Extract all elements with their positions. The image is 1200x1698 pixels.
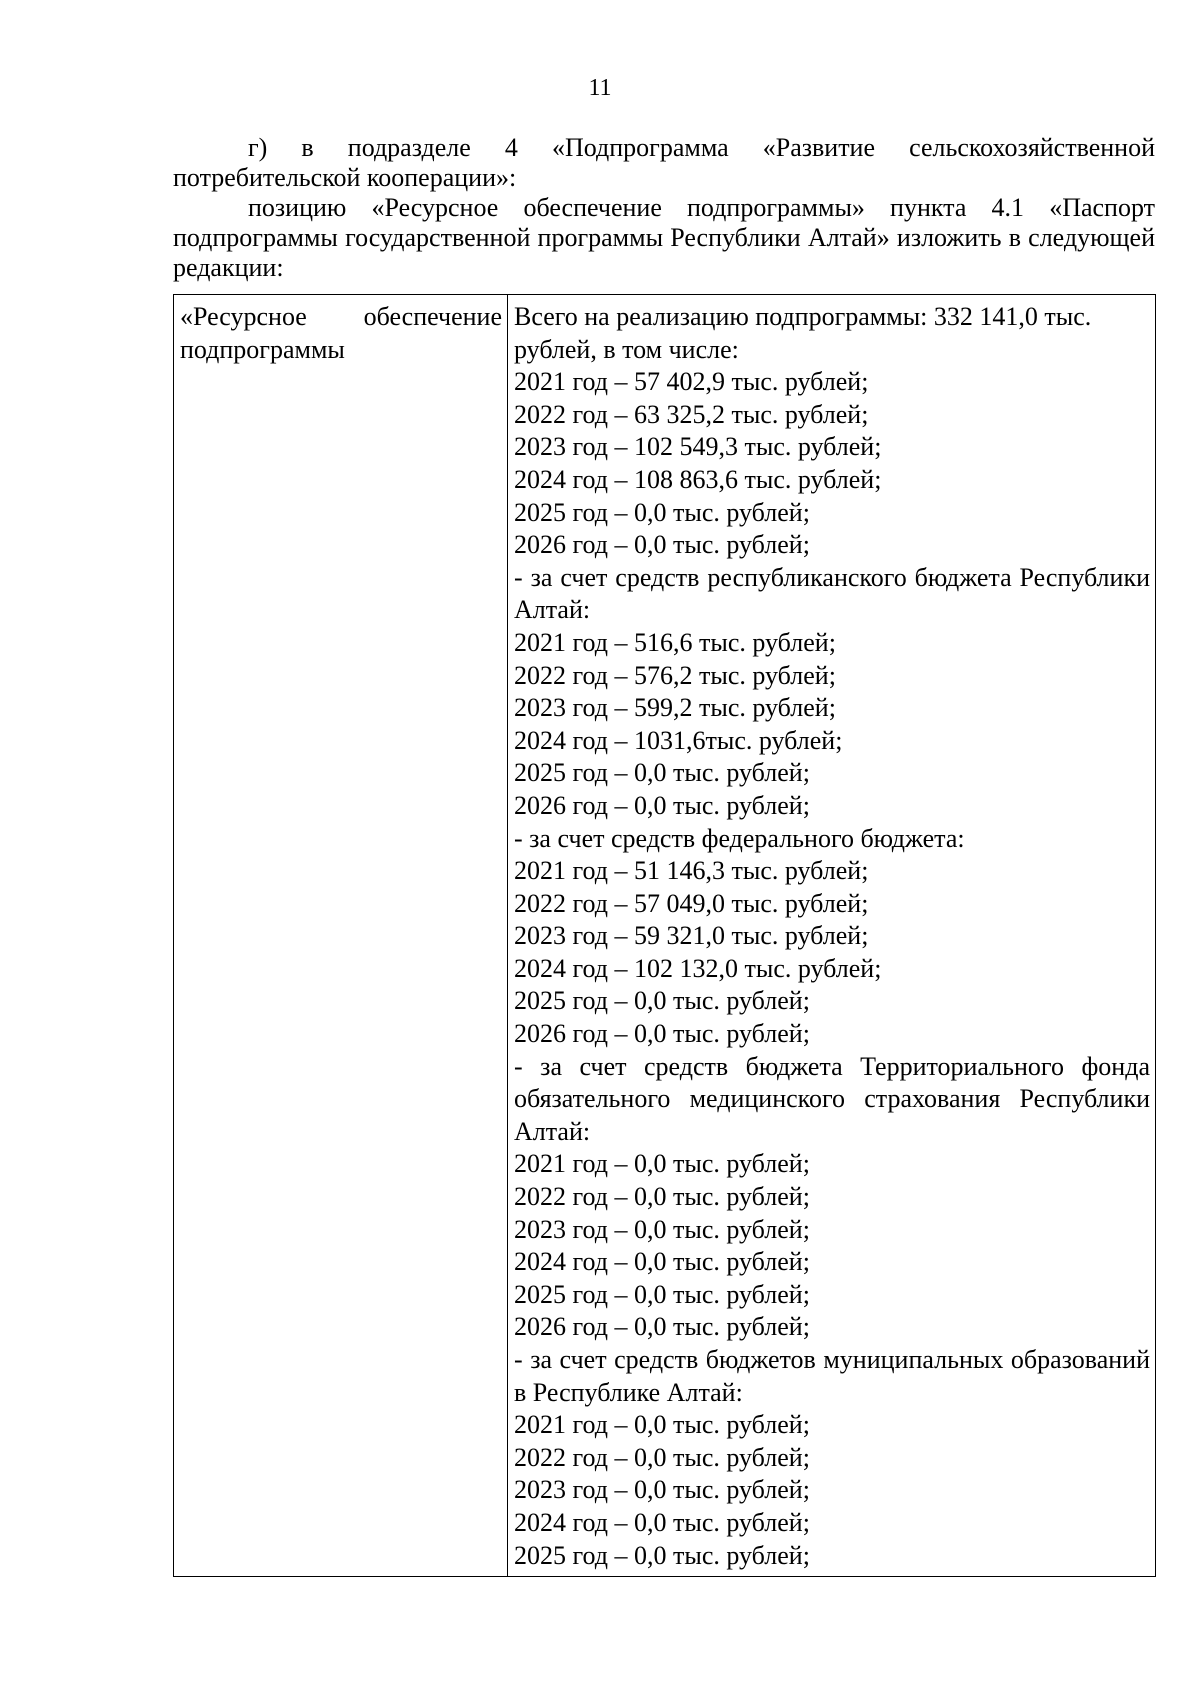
year-line: 2026 год – 0,0 тыс. рублей; [514, 790, 810, 820]
year-line: 2023 год – 0,0 тыс. рублей; [514, 1214, 810, 1244]
year-line: 2025 год – 0,0 тыс. рублей; [514, 497, 810, 527]
year-line: 2021 год – 51 146,3 тыс. рублей; [514, 856, 869, 886]
table-row [174, 295, 1156, 1577]
year-line: 2024 год – 1031,6тыс. рублей; [514, 725, 843, 755]
year-line: 2023 год – 599,2 тыс. рублей; [514, 693, 836, 723]
resource-provision-table [173, 294, 1156, 1577]
year-line: 2022 год – 57 049,0 тыс. рублей; [514, 888, 869, 918]
year-line: 2026 год – 0,0 тыс. рублей; [514, 530, 810, 560]
intro-paragraph-1: г) в подразделе 4 «Подпрограмма «Развитие сельскохозяйственной потребительской кооперации»: [173, 133, 1155, 192]
year-line: 2022 год – 0,0 тыс. рублей; [514, 1442, 810, 1472]
total-heading: Всего на реализацию подпрограммы: 332 141,0 тыс. рублей, в том числе: [514, 302, 1092, 364]
year-line: 2025 год – 0,0 тыс. рублей; [514, 986, 810, 1016]
intro-paragraph-2: позицию «Ресурсное обеспечение подпрограммы» пункта 4.1 «Паспорт подпрограммы государственной программы Республики Алтай» изложить в следующей редакции: [173, 193, 1155, 282]
year-line: 2022 год – 63 325,2 тыс. рублей; [514, 399, 869, 429]
year-line: 2024 год – 0,0 тыс. рублей; [514, 1507, 810, 1537]
year-line: 2021 год – 516,6 тыс. рублей; [514, 627, 836, 657]
year-line: 2021 год – 0,0 тыс. рублей; [514, 1149, 810, 1179]
year-line: 2024 год – 102 132,0 тыс. рублей; [514, 953, 882, 983]
year-line: 2024 год – 0,0 тыс. рублей; [514, 1247, 810, 1277]
republican-budget-heading: - за счет средств республиканского бюджета Республики Алтай: [514, 562, 1150, 625]
intro-text [173, 133, 1155, 283]
year-line: 2026 год – 0,0 тыс. рублей; [514, 1312, 810, 1342]
federal-budget-heading: - за счет средств федерального бюджета: [514, 823, 965, 853]
year-line: 2022 год – 0,0 тыс. рублей; [514, 1182, 810, 1212]
year-line: 2021 год – 0,0 тыс. рублей; [514, 1410, 810, 1440]
position-label: «Ресурсное обеспечение подпрограммы [180, 302, 502, 364]
tfoms-budget-heading: - за счет средств бюджета Территориального фонда обязательного медицинского страхования Республики Алтай: [514, 1051, 1150, 1146]
year-line: 2021 год – 57 402,9 тыс. рублей; [514, 367, 869, 397]
year-line: 2026 год – 0,0 тыс. рублей; [514, 1019, 810, 1049]
year-line: 2024 год – 108 863,6 тыс. рублей; [514, 464, 882, 494]
content-cell [508, 295, 1156, 1577]
municipal-budget-heading: - за счет средств бюджетов муниципальных образований в Республике Алтай: [514, 1345, 1150, 1407]
year-line: 2023 год – 102 549,3 тыс. рублей; [514, 432, 882, 462]
page-number: 11 [588, 75, 612, 101]
label-cell [174, 295, 508, 1577]
year-line: 2025 год – 0,0 тыс. рублей; [514, 758, 810, 788]
year-line: 2022 год – 576,2 тыс. рублей; [514, 660, 836, 690]
year-line: 2025 год – 0,0 тыс. рублей; [514, 1279, 810, 1309]
year-line: 2025 год – 0,0 тыс. рублей; [514, 1540, 810, 1570]
year-line: 2023 год – 59 321,0 тыс. рублей; [514, 921, 869, 951]
year-line: 2023 год – 0,0 тыс. рублей; [514, 1475, 810, 1505]
